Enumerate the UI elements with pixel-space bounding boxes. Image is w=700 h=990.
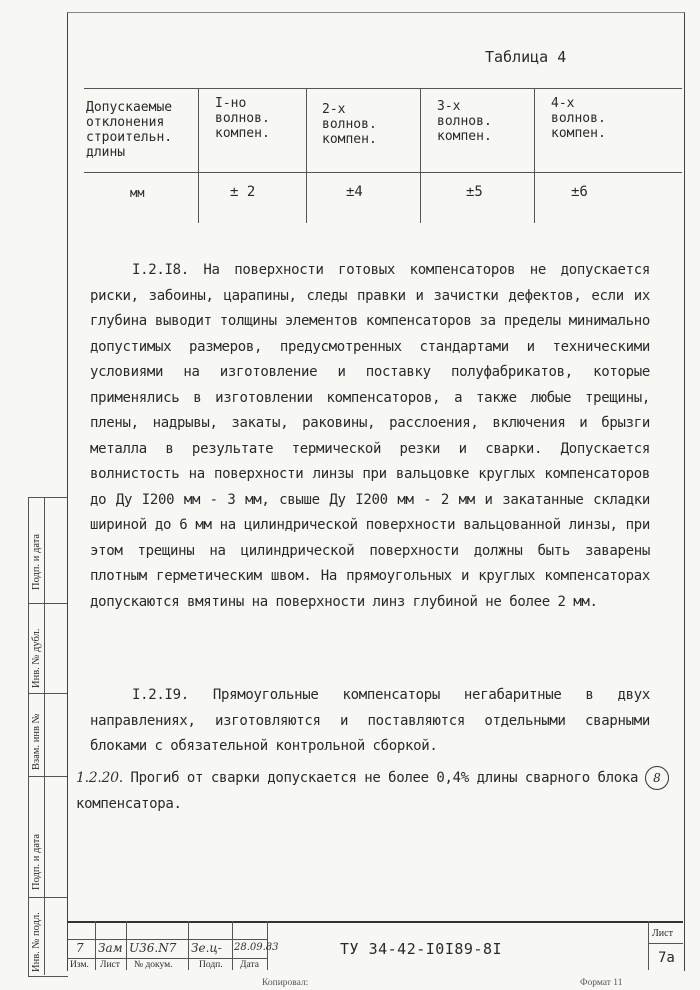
table-header-cell: 4-х волнов. компен.: [551, 96, 606, 141]
stamp-label-date: Дата: [240, 960, 259, 970]
stamp-label-podp: Подп.: [199, 960, 223, 970]
paragraph-text: Прогиб от сварки допускается не более 0,4% длины сварного блока компенсатора.: [76, 770, 639, 812]
stamp-label-doc: № докум.: [134, 960, 173, 970]
table-top-rule: [84, 88, 682, 89]
stamp-col: [188, 921, 189, 970]
sheet-number: 7а: [658, 950, 675, 966]
stamp-sheet-rule: [648, 943, 683, 944]
table-header-cell: I-но волнов. компен.: [215, 96, 270, 141]
sheet-label: Лист: [652, 928, 673, 939]
stamp-row-rule: [67, 958, 267, 959]
table-header-cell: Допускаемые отклонения строительн. длины: [86, 100, 173, 160]
stamp-signature: Зе.ц-: [191, 941, 222, 955]
table-col-divider: [198, 88, 199, 223]
margin-strip-divider: [44, 497, 45, 975]
margin-label: Взам. инв №: [31, 713, 42, 770]
table-col-divider: [420, 88, 421, 223]
paragraph-1-2-20: [76, 766, 640, 817]
stamp-date: 28.09.83: [234, 942, 279, 953]
handwritten-clause-number: 1.2.20.: [76, 770, 123, 786]
footer-format: Формат 11: [580, 978, 623, 988]
paragraph-1-2-18: [90, 258, 650, 615]
margin-label: Подп. и дата: [31, 833, 42, 890]
stamp-row-rule: [67, 939, 267, 940]
table-col-divider: [534, 88, 535, 223]
stamp-doc-no: U36.N7: [129, 941, 177, 955]
table-header-cell: 3-х волнов. компен.: [437, 99, 492, 144]
stamp-col: [95, 921, 96, 970]
margin-strip-rule: [28, 603, 67, 604]
paragraph-text: I.2.I9. Прямоугольные компенсаторы негабаритные в двух направлениях, изготовляются и поставляются отдельными сварными блоками с обязательной контрольной сборкой.: [90, 687, 650, 754]
paragraph-1-2-19: [90, 683, 650, 760]
table-header-rule: [84, 172, 682, 173]
table-value-cell: ±6: [571, 184, 588, 200]
margin-label: Инв. № дубл.: [31, 628, 42, 688]
stamp-label-list: Лист: [100, 960, 120, 970]
stamp-col: [126, 921, 127, 970]
table-col-divider: [306, 88, 307, 223]
stamp-label-izm: Изм.: [70, 960, 89, 970]
margin-label: Подп. и дата: [31, 533, 42, 590]
document-code: ТУ 34-42-I0I89-8I: [340, 940, 503, 958]
stamp-top-rule: [67, 921, 683, 923]
table-unit-cell: мм: [130, 186, 145, 200]
table-value-cell: ±4: [346, 184, 363, 200]
table-title: Таблица 4: [485, 48, 567, 66]
margin-strip-rule: [28, 897, 67, 898]
table-value-cell: ± 2: [230, 184, 256, 200]
margin-strip-rule: [28, 693, 67, 694]
table-header-cell: 2-х волнов. компен.: [322, 102, 377, 147]
stamp-col: [648, 921, 649, 970]
stamp-change-no: 7: [76, 941, 84, 955]
table-value-cell: ±5: [466, 184, 483, 200]
paragraph-text: I.2.I8. На поверхности готовых компенсаторов не допускается риски, забоины, царапины, следы правки и зачистки дефектов, если их глубина выводит толщины элементов компенсаторов за пределы минимально допустимых размеров, предусмотренных стандартами и техническими условиями на изготовление и поставку полуфабрикатов, которые применялись в изготовлении компенсаторов, а также любые трещины, плены, надрывы, закаты, раковины, расслоения, включения и брызги металла в результате термической резки и сварки. Допускается волнистость на поверхности линзы при вальцовке круглых компенсаторов до Ду I200 мм - 3 мм, свыше Ду I200 мм - 2 мм и закатанные складки шириной до 6 мм на цилиндрической поверхности вальцованной линзы, при этом трещины на цилиндрической поверхности должны быть заварены плотным герметическим швом. На прямоугольных и круглых компенсаторах допускаются вмятины на поверхности линз глубиной не более 2 мм.: [90, 262, 650, 610]
stamp-sheet: Зам: [98, 941, 123, 955]
circled-page-mark: 8: [645, 766, 669, 790]
margin-label: Инв. № подл.: [31, 912, 42, 972]
stamp-col: [232, 921, 233, 970]
margin-strip-rule: [28, 776, 67, 777]
footer-copied: Копировал:: [262, 978, 309, 988]
